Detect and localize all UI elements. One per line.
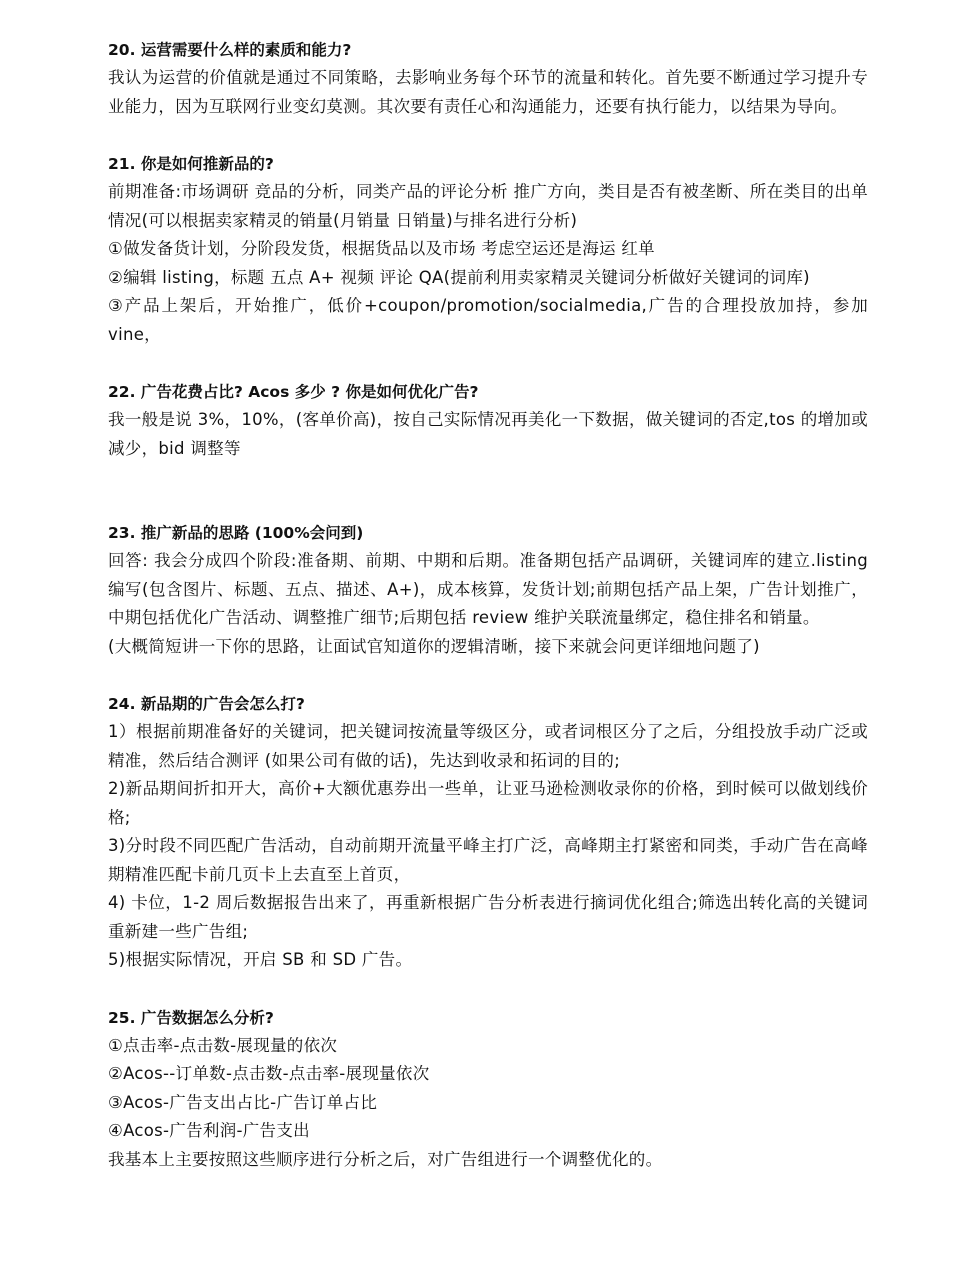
answer-paragraph: 1）根据前期准备好的关键词，把关键词按流量等级区分，或者词根区分了之后，分组投放手动广泛或精准，然后结合测评 (如果公司有做的话)，先达到收录和拓词的目的; bbox=[108, 722, 868, 770]
document-page bbox=[108, 36, 868, 1203]
section-q21 bbox=[108, 150, 868, 349]
question-heading: 24. 新品期的广告会怎么打? bbox=[108, 695, 305, 713]
section-q25 bbox=[108, 1004, 868, 1175]
answer-paragraph: ②编辑 listing，标题 五点 A+ 视频 评论 QA(提前利用卖家精灵关键词分析做好关键词的词库) bbox=[108, 267, 810, 287]
answer-paragraph: 我认为运营的价值就是通过不同策略，去影响业务每个环节的流量和转化。首先要不断通过学习提升专业能力，因为互联网行业变幻莫测。其次要有责任心和沟通能力，还要有执行能力，以结果为导向。 bbox=[108, 68, 868, 116]
answer-paragraph: ④Acos-广告利润-广告支出 bbox=[108, 1121, 310, 1140]
section-q20 bbox=[108, 36, 868, 121]
question-heading: 25. 广告数据怎么分析? bbox=[108, 1008, 274, 1027]
answer-paragraph: ③产品上架后，开始推广，低价+coupon/promotion/socialmedia,广告的合理投放加持，参加vine， bbox=[108, 296, 868, 344]
section-q22 bbox=[108, 378, 868, 463]
answer-paragraph: ①做发备货计划，分阶段发货，根据货品以及市场 考虑空运还是海运 红单 bbox=[108, 239, 655, 258]
answer-paragraph: 5)根据实际情况，开启 SB 和 SD 广告。 bbox=[108, 950, 413, 969]
section-q24 bbox=[108, 690, 868, 975]
answer-paragraph: 我基本上主要按照这些顺序进行分析之后，对广告组进行一个调整优化的。 bbox=[108, 1149, 663, 1169]
section-q23 bbox=[108, 519, 868, 661]
question-heading: 23. 推广新品的思路 (100%会问到) bbox=[108, 524, 364, 542]
answer-paragraph: ②Acos--订单数-点击数-点击率-展现量依次 bbox=[108, 1064, 430, 1083]
question-heading: 20. 运营需要什么样的素质和能力? bbox=[108, 41, 352, 59]
answer-paragraph: 我一般是说 3%，10%，(客单价高)，按自己实际情况再美化一下数据，做关键词的否定,tos 的增加或减少，bid 调整等 bbox=[108, 410, 868, 458]
answer-paragraph: 4) 卡位，1-2 周后数据报告出来了，再重新根据广告分析表进行摘词优化组合;筛选出转化高的关键词重新建一些广告组; bbox=[108, 893, 868, 941]
answer-paragraph: 回答: 我会分成四个阶段:准备期、前期、中期和后期。准备期包括产品调研，关键词库的建立.listing 编写(包含图片、标题、五点、描述、A+)，成本核算，发货计划;前期包括产品上架，广告计划推广，中期包括优化广告活动、调整推广细节;后期包括 review 维护关联流量绑定，稳住排名和销量。 bbox=[108, 551, 868, 627]
question-heading: 22. 广告花费占比? Acos 多少 ? 你是如何优化广告? bbox=[108, 383, 479, 401]
answer-paragraph: ③Acos-广告支出占比-广告订单占比 bbox=[108, 1092, 378, 1112]
answer-paragraph: 前期准备:市场调研 竞品的分析，同类产品的评论分析 推广方向，类目是否有被垄断、所在类目的出单情况(可以根据卖家精灵的销量(月销量 日销量)与排名进行分析) bbox=[108, 182, 868, 230]
question-heading: 21. 你是如何推新品的? bbox=[108, 155, 274, 173]
answer-paragraph: (大概简短讲一下你的思路，让面试官知道你的逻辑清晰，接下来就会问更详细地问题了) bbox=[108, 636, 760, 656]
answer-paragraph: ①点击率-点击数-展现量的依次 bbox=[108, 1035, 338, 1055]
answer-paragraph: 3)分时段不同匹配广告活动，自动前期开流量平峰主打广泛，高峰期主打紧密和同类，手动广告在高峰期精准匹配卡前几页卡上去直至上首页， bbox=[108, 836, 868, 884]
answer-paragraph: 2)新品期间折扣开大，高价+大额优惠券出一些单，让亚马逊检测收录你的价格，到时候可以做划线价格; bbox=[108, 779, 868, 827]
